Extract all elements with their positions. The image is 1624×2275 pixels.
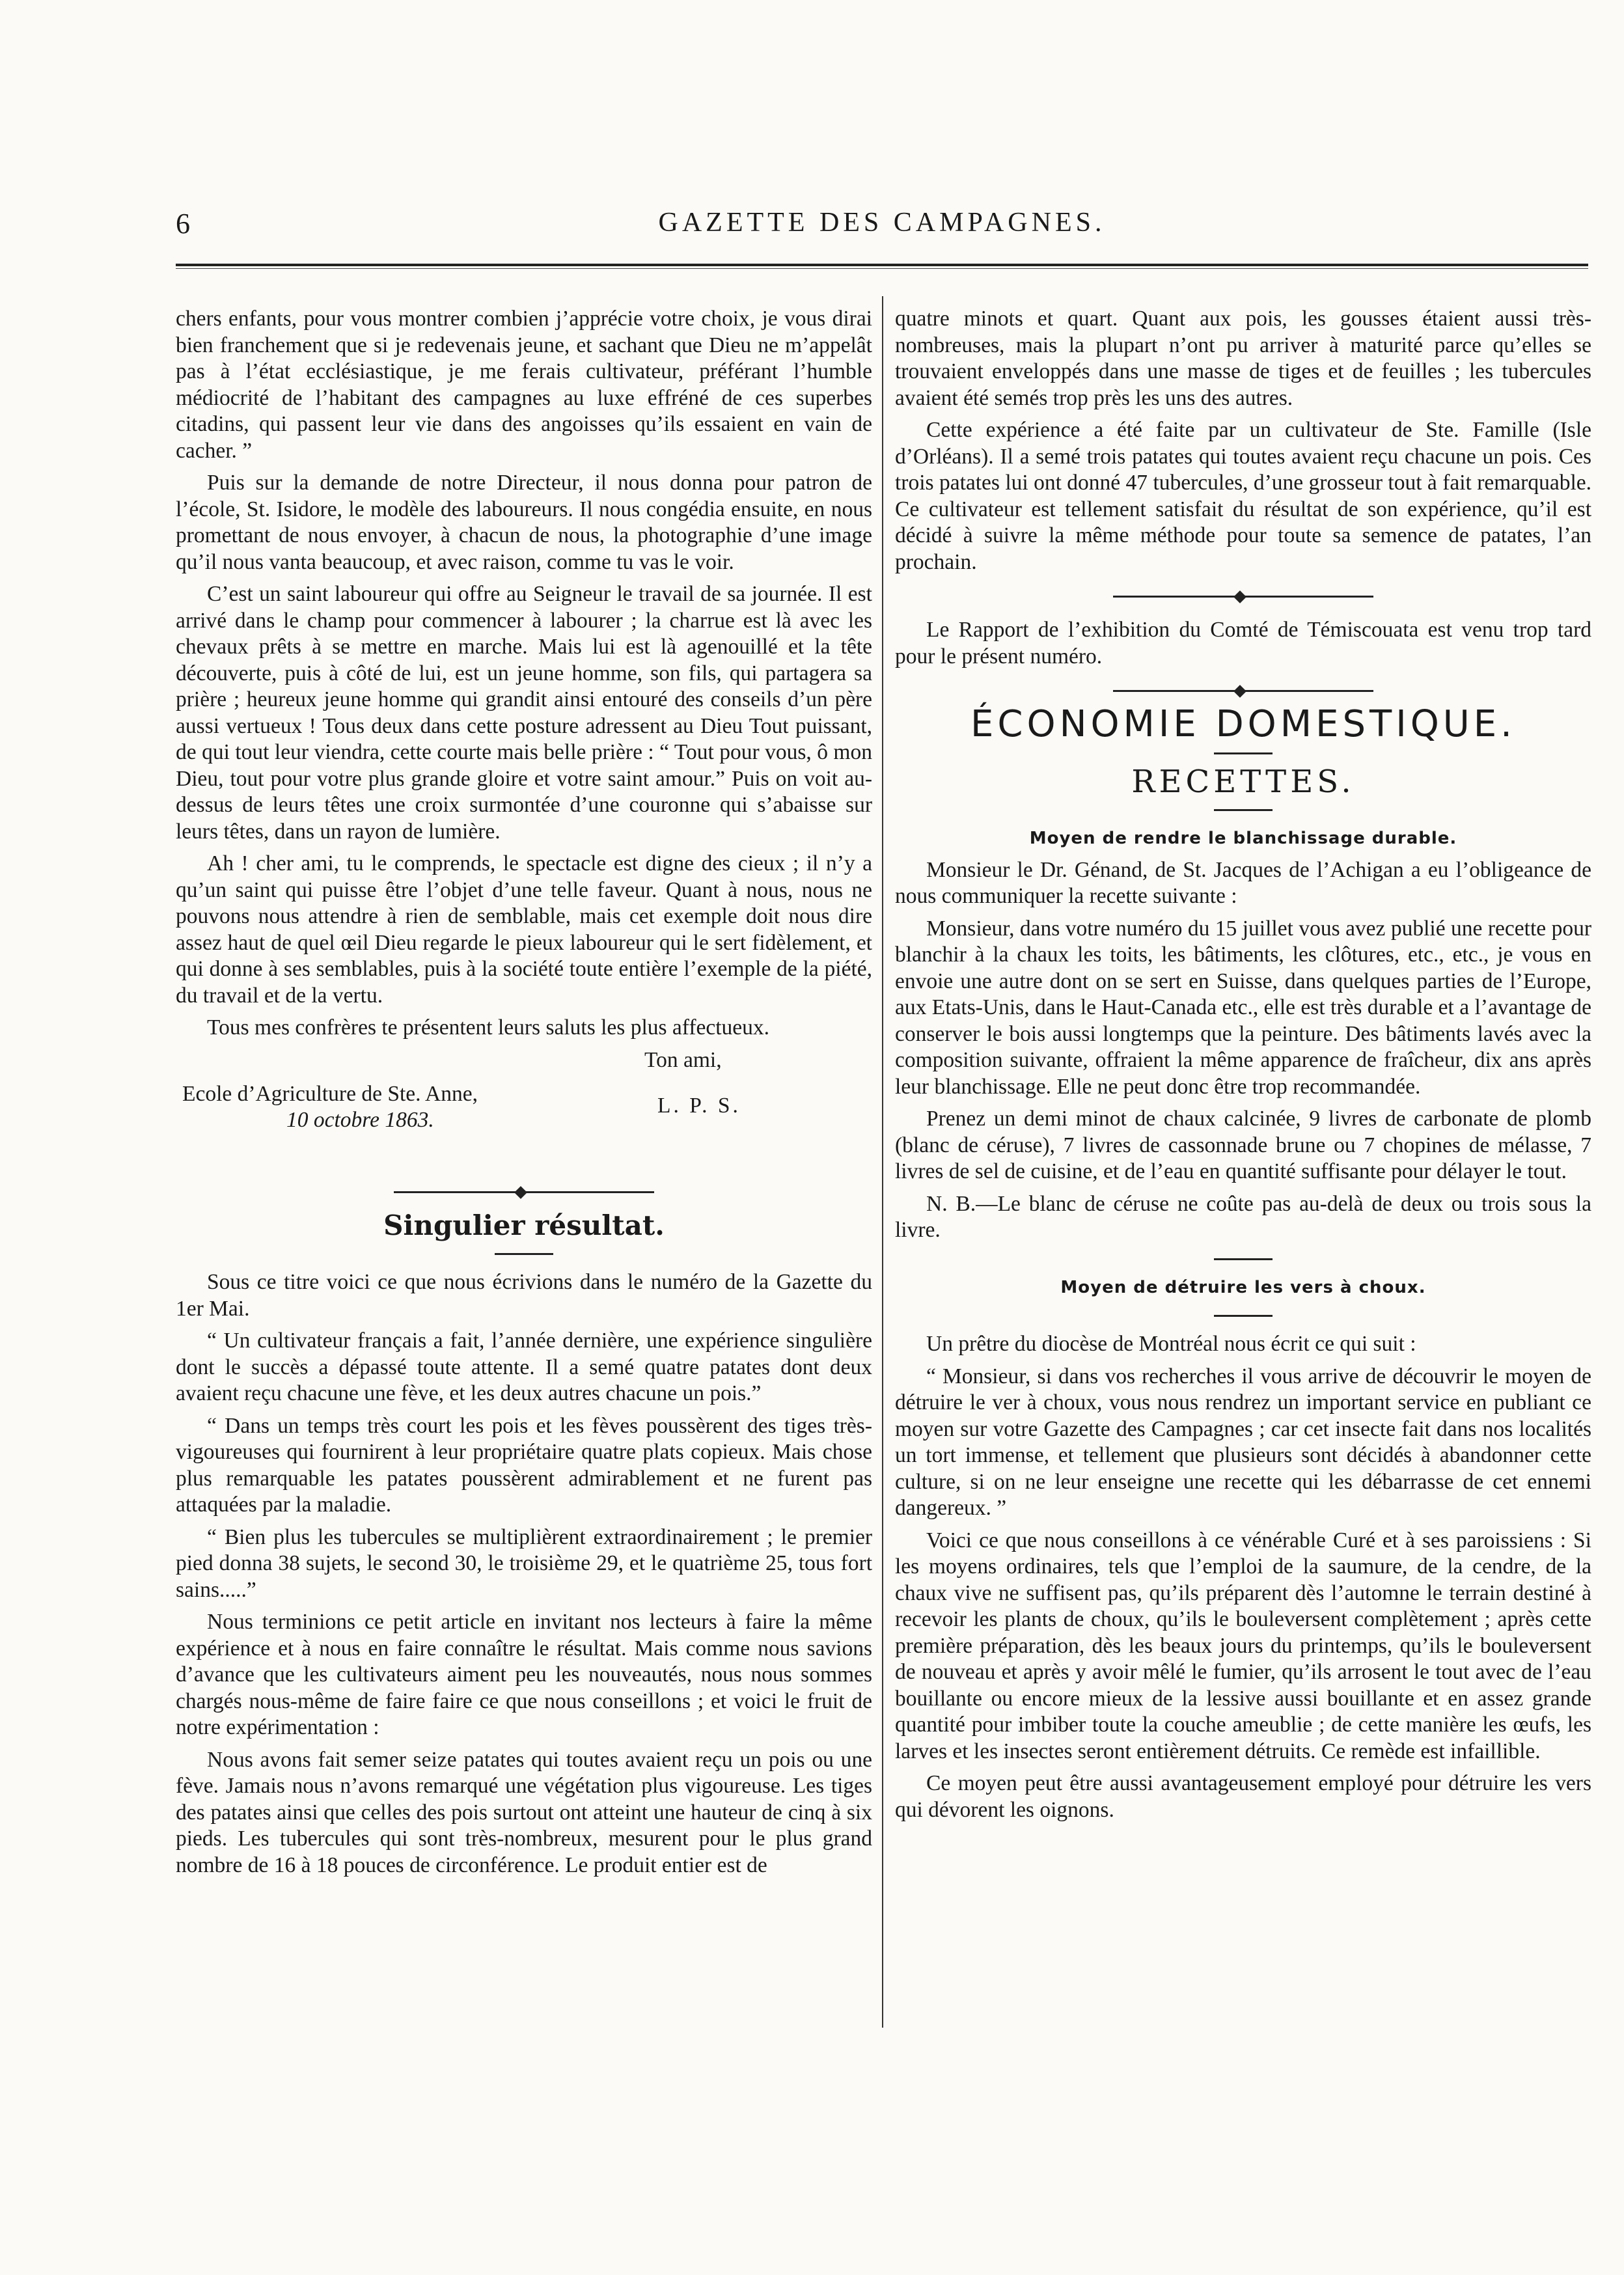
recipe-paragraph: Ce moyen peut être aussi avantageusement employé pour détruire les vers qui dévorent les oignons. [895, 1771, 1591, 1822]
right-column [895, 306, 1591, 1829]
running-head [176, 207, 1588, 246]
left-column [176, 306, 872, 1884]
header-rule [176, 264, 1588, 266]
recipe-paragraph: “ Monsieur, si dans vos recherches il vous arrive de découvrir le moyen de détruire le ver à choux, vous nous rendrez un important service en publiant ce moyen sur votre Gazette des Campagnes ; car cet insecte fait dans nos localités un tort immense, et tellement que plusieurs sont décidés à abandonner cette culture, si on ne leur enseigne une recette qui les débarrasse de cet ennemi dangereux. ” [895, 1364, 1591, 1520]
letter-paragraph: chers enfants, pour vous montrer combien j’apprécie votre choix, je vous dirai bien franchement que si je redevenais jeune, et sachant que Dieu ne m’appelât pas à l’état ecclésiastique, je me ferais cultivateur, préférant l’humble médiocrité de l’habitant des campagnes au luxe effréné de ces superbes citadins, qui passent leur vie dans des angoisses qu’ils essaient en vain de cacher. ” [176, 307, 872, 463]
ornament-divider [1113, 687, 1373, 695]
letter-paragraph: C’est un saint laboureur qui offre au Seigneur le travail de sa journée. Il est arrivé dans le champ pour commencer à labourer ; la charrue est là avec les chevaux prêts à se mettre en marche. Mais lui est là agenouillé et la tête découverte, puis à côté de lui, est un jeune homme, son fils, qui partagera sa prière ; heureux jeune homme qui grandit ainsi entouré des conseils d’un père aussi vertueux ! Tous deux dans cette posture adressent au Dieu Tout puissant, de qui tout leur viendra, cette courte mais belle prière : “ Tout pour vous, ô mon Dieu, tout pour votre plus grande gloire et votre saint amour.” Puis on voit au-dessus de leurs têtes une croix surmontée d’une couronne qui s’abaisse sur leurs têtes, dans un rayon de lumière. [176, 582, 872, 844]
article-paragraph: Nous avons fait semer seize patates qui toutes avaient reçu un pois ou une fève. Jamais nous n’avons remarqué une végétation plus vigoureuse. Les tiges des patates ainsi que celles des pois surtout ont atteint une hauteur de cinq à six pieds. Les tubercules qui sont très-nombreux, mesurent pour le plus grand nombre de 16 à 18 pouces de circonférence. Le produit entier est de [176, 1747, 872, 1877]
page-number: 6 [176, 208, 190, 240]
recipe-paragraph: Prenez un demi minot de chaux calcinée, 9 livres de carbonate de plomb (blanc de céruse), 7 livres de cassonnade brune ou 7 chopines de mélasse, 7 livres de sel de cuisine, et de l’eau en quantité suffisante pour délayer le tout. [895, 1107, 1591, 1183]
letter-paragraph: Ah ! cher ami, tu le comprends, le spectacle est digne des cieux ; il n’y a qu’un saint qui puisse être l’objet d’une telle faveur. Quant à nous, nous ne pouvons nous attendre à rien de semblable, mais cet exemple doit nous dire assez haut de quel œil Dieu regarde le pieux laboureur qui le sert fidèlement, et qui donne à ses semblables, puis à la société toute entière l’exemple de la piété, du travail et de la vertu. [176, 851, 872, 1008]
article-paragraph: Nous terminions ce petit article en invitant nos lecteurs à faire la même expérience et à nous en faire connaître le résultat. Mais comme nous savions d’avance que les cultivateurs aiment peu les nouveautés, nous nous sommes chargés nous-même de faire faire ce que nous conseillons ; et voici le fruit de notre expérimentation : [176, 1610, 872, 1739]
recipe-title: Moyen de rendre le blanchissage durable. [1029, 829, 1457, 848]
article-paragraph: Cette expérience a été faite par un cultivateur de Ste. Famille (Isle d’Orléans). Il a semé trois patates qui toutes avaient reçu chacune un pois. Ces trois patates lui ont donné 47 tubercules, d’une grosseur tout à fait remarquable. Ce cultivateur est tellement satisfait du résultat de son expérience, qu’il est décidé à suivre la même méthode pour toute sa semence de patates, l’an prochain. [895, 418, 1591, 574]
recipe-paragraph: Voici ce que nous conseillons à ce vénérable Curé et à ses paroissiens : Si les moyens ordinaires, tels que l’emploi de la saumure, de la cendre, de la chaux vive ne suffisent pas, qu’ils préparent dès l’automne le terrain destiné à recevoir les plants de choux, qu’ils le bouleversent complètement ; après cette première préparation, dès les beaux jours du printemps, qu’ils le bouleversent de nouveau et après y avoir mêlé le fumier, qu’ils arrosent le tout avec de l’eau bouillante ou encore mieux de la lessive aussi bouillante et en assez grande quantité pour imbiber toute la couche ameublie ; de cette manière les œufs, les larves et les insectes seront entièrement détruits. Ce remède est infaillible. [895, 1528, 1591, 1763]
journal-title: GAZETTE DES CAMPAGNES. [658, 208, 1106, 238]
signature-school: Ecole d’Agriculture de Ste. Anne, [182, 1081, 478, 1106]
letter-paragraph: Tous mes confrères te présentent leurs saluts les plus affectueux. [207, 1015, 770, 1040]
column-divider [882, 296, 883, 2028]
recipe-paragraph: Un prêtre du diocèse de Montréal nous écrit ce qui suit : [926, 1332, 1416, 1356]
article-paragraph: Sous ce titre voici ce que nous écrivions dans le numéro de la Gazette du 1er Mai. [176, 1270, 872, 1321]
article-paragraph: “ Un cultivateur français a fait, l’année dernière, une expérience singulière dont le succès a dépassé toute attente. Il a semé quatre patates dont deux avaient reçu chacune une fève, et les deux autres chacune un pois.” [176, 1329, 872, 1405]
header-rule-thin [176, 268, 1588, 269]
recipe-paragraph: Monsieur le Dr. Génand, de St. Jacques de l’Achigan a eu l’obligeance de nous communiquer la recette suivante : [895, 857, 1591, 908]
short-divider [1214, 752, 1273, 754]
article-paragraph: quatre minots et quart. Quant aux pois, les gousses étaient aussi très-nombreuses, mais la plupart n’ont pu arriver à maturité parce qu’elles se trouvaient enveloppés dans une masse de tiges et de feuilles ; les tubercules avaient été semés trop près les uns des autres. [895, 307, 1591, 410]
ornament-divider [1113, 592, 1373, 600]
ornament-divider [394, 1188, 654, 1196]
notice-paragraph: Le Rapport de l’exhibition du Comté de Témiscouata est venu trop tard pour le présent numéro. [895, 618, 1591, 669]
article-paragraph: “ Bien plus les tubercules se multiplièrent extraordinairement ; le premier pied donna 38 sujets, le second 30, le troisième 29, et le quatrième 25, tous fort sains.....” [176, 1524, 872, 1602]
letter-signature [176, 1047, 872, 1171]
short-divider [1214, 809, 1273, 811]
section-heading: ÉCONOMIE DOMESTIQUE. [970, 703, 1516, 745]
recipes-heading: RECETTES. [1131, 763, 1355, 800]
recipe-paragraph: N. B.—Le blanc de céruse ne coûte pas au-delà de deux ou trois sous la livre. [895, 1191, 1591, 1242]
recipe-paragraph: Monsieur, dans votre numéro du 15 juillet vous avez publié une recette pour blanchir à la chaux les toits, les bâtiments, les clôtures, etc., etc., je vous en envoie une autre dont on se sert en Suisse, dans quelques parties de l’Europe, aux Etats-Unis, dans le Haut-Canada etc., elle est très durable et a l’avantage de conserver le bois aussi longtemps que la peinture. Des bâtiments lavés avec la composition suivante, offraient la même apparence de fraîcheur, dix ans après leur blanchissage. Elle ne peut donc être trop recommandée. [895, 916, 1591, 1099]
signature-salutation: Ton ami, [644, 1047, 722, 1072]
short-divider [1214, 1258, 1273, 1260]
signature-date: 10 octobre 1863. [286, 1107, 434, 1132]
signature-initials: L. P. S. [657, 1093, 741, 1118]
article-title: Singulier résultat. [383, 1209, 665, 1241]
recipe-title: Moyen de détruire les vers à choux. [1060, 1277, 1426, 1297]
short-divider [495, 1253, 553, 1255]
short-divider [1214, 1315, 1273, 1317]
letter-paragraph: Puis sur la demande de notre Directeur, il nous donna pour patron de l’école, St. Isidore, le modèle des laboureurs. Il nous congédia ensuite, en nous promettant de nous envoyer, à chacun de nous, la photographie d’une image qu’il nous vanta beaucoup, et avec raison, comme tu vas le voir. [176, 471, 872, 574]
article-paragraph: “ Dans un temps très court les pois et les fèves poussèrent des tiges très-vigoureuses qui fournirent à leur propriétaire quatre plats copieux. Mais chose plus remarquable les patates poussèrent admirablement et ne furent pas attaquées par la maladie. [176, 1413, 872, 1517]
